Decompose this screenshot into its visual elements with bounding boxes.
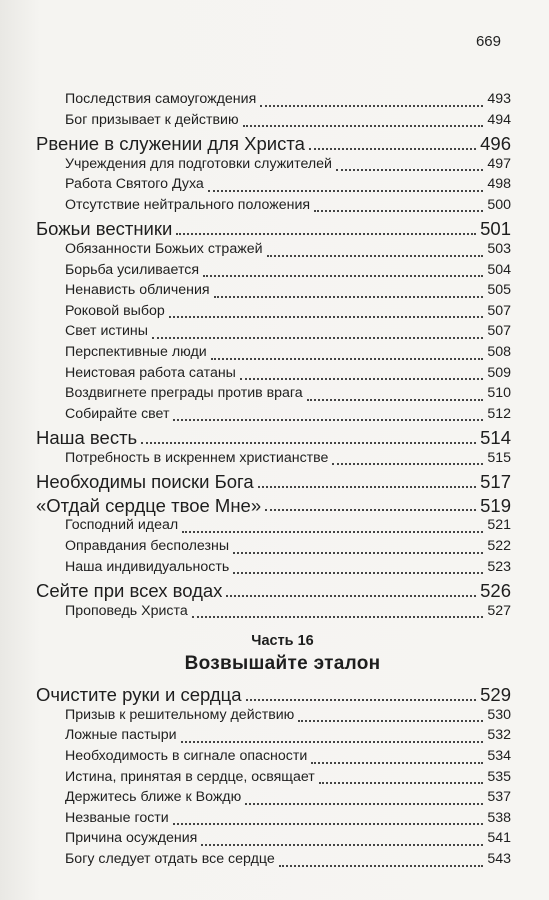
leader-dots xyxy=(192,616,484,618)
toc-subentry xyxy=(36,559,511,580)
chapter-page: 496 xyxy=(480,133,511,155)
entry-title: Роковой выбор xyxy=(65,302,165,319)
toc-subentry xyxy=(36,385,511,406)
entry-title: Неистовая работа сатаны xyxy=(65,364,236,381)
toc-chapter xyxy=(36,426,511,450)
entry-title: Отсутствие нейтрального положения xyxy=(65,196,311,213)
toc-subentry xyxy=(36,282,511,303)
leader-dots xyxy=(141,442,476,444)
entry-title: Господний идеал xyxy=(65,517,179,534)
entry-page: 494 xyxy=(487,111,511,128)
entry-page: 538 xyxy=(487,809,511,826)
toc-chapter xyxy=(36,579,511,603)
chapter-page: 529 xyxy=(480,684,511,706)
leader-dots xyxy=(332,463,483,465)
chapter-title: Рвение в служении для Христа xyxy=(36,133,305,155)
chapter-title: «Отдай сердце твое Мне» xyxy=(36,494,262,516)
leader-dots xyxy=(201,844,483,846)
toc-group xyxy=(36,450,511,471)
entry-title: Причина осуждения xyxy=(65,830,198,847)
chapter-page: 526 xyxy=(480,580,511,602)
toc-subentry xyxy=(36,603,511,624)
leader-dots xyxy=(258,486,476,488)
toc-subentry xyxy=(36,156,511,177)
leader-dots xyxy=(173,419,483,421)
entry-title: Ложные пастыри xyxy=(65,727,177,744)
toc-subentry xyxy=(36,538,511,559)
chapter-title: Божьи вестники xyxy=(36,218,173,240)
toc-subentry xyxy=(36,112,511,133)
entry-title: Бог призывает к действию xyxy=(65,111,239,128)
toc-subentry xyxy=(36,176,511,197)
entry-page: 530 xyxy=(487,706,511,723)
leader-dots xyxy=(267,255,484,257)
toc-subentry xyxy=(36,406,511,427)
toc-subentry xyxy=(36,365,511,386)
toc-subentry xyxy=(36,450,511,471)
leader-dots xyxy=(279,865,484,867)
toc-chapter xyxy=(36,132,511,156)
leader-dots xyxy=(208,190,484,192)
toc-subentry xyxy=(36,262,511,283)
entry-page: 497 xyxy=(487,155,511,172)
toc-subentry xyxy=(36,91,511,112)
entry-title: Обязанности Божьих стражей xyxy=(65,240,263,257)
entry-title: Свет истины xyxy=(65,323,148,340)
toc-chapter xyxy=(36,470,511,494)
entry-page: 534 xyxy=(487,747,511,764)
toc-subentry xyxy=(36,707,511,728)
entry-title: Необходимость в сигнале опасности xyxy=(65,747,308,764)
entry-title: Собирайте свет xyxy=(65,405,170,422)
leader-dots xyxy=(233,552,483,554)
entry-title: Призыв к решительному действию xyxy=(65,706,295,723)
toc-subentry xyxy=(36,789,511,810)
leader-dots xyxy=(233,572,483,574)
leader-dots xyxy=(152,337,483,339)
leader-dots xyxy=(319,782,484,784)
leader-dots xyxy=(245,803,483,805)
entry-page: 512 xyxy=(487,405,511,422)
leader-dots xyxy=(169,316,484,318)
entry-title: Работа Святого Духа xyxy=(65,176,204,193)
entry-page: 510 xyxy=(487,385,511,402)
entry-page: 493 xyxy=(487,91,511,107)
toc-subentry xyxy=(36,303,511,324)
entry-page: 500 xyxy=(487,196,511,213)
chapter-title: Необходимы поиски Бога xyxy=(36,471,254,493)
chapter-title: Наша весть xyxy=(36,427,138,449)
entry-page: 521 xyxy=(487,517,511,534)
chapter-page: 514 xyxy=(480,427,511,449)
leader-dots xyxy=(211,358,484,360)
entry-page: 527 xyxy=(487,602,511,619)
toc-group xyxy=(36,91,511,132)
entry-page: 535 xyxy=(487,768,511,785)
entry-page: 541 xyxy=(487,830,511,847)
entry-title: Последствия самоугождения xyxy=(65,91,257,107)
leader-dots xyxy=(309,148,476,150)
toc-group xyxy=(36,603,511,624)
entry-title: Борьба усиливается xyxy=(65,261,200,278)
entry-page: 543 xyxy=(487,850,511,867)
toc-group xyxy=(36,707,511,872)
chapter-title: Очистите руки и сердца xyxy=(36,684,242,706)
entry-title: Истина, принятая в сердце, освящает xyxy=(65,768,315,785)
entry-page: 503 xyxy=(487,240,511,257)
leader-dots xyxy=(243,125,484,127)
leader-dots xyxy=(203,275,483,277)
table-of-contents xyxy=(36,91,511,872)
toc-subentry xyxy=(36,727,511,748)
toc-subentry xyxy=(36,197,511,218)
entry-page: 507 xyxy=(487,302,511,319)
part-title: Возвышайте эталон xyxy=(184,653,381,675)
toc-subentry xyxy=(36,517,511,538)
entry-title: Незваные гости xyxy=(65,809,169,826)
entry-page: 498 xyxy=(487,176,511,193)
entry-title: Ненависть обличения xyxy=(65,282,210,299)
leader-dots xyxy=(181,741,484,743)
leader-dots xyxy=(240,378,483,380)
entry-title: Перспективные люди xyxy=(65,343,207,360)
leader-dots xyxy=(314,210,483,212)
toc-group xyxy=(36,241,511,426)
leader-dots xyxy=(265,509,476,511)
chapter-page: 519 xyxy=(480,494,511,516)
entry-title: Держитесь ближе к Вождю xyxy=(65,789,242,806)
entry-page: 509 xyxy=(487,364,511,381)
entry-page: 523 xyxy=(487,558,511,575)
entry-title: Потребность в искреннем христианстве xyxy=(65,449,329,466)
toc-subentry xyxy=(36,769,511,790)
toc-group xyxy=(36,156,511,218)
leader-dots xyxy=(298,720,483,722)
entry-page: 515 xyxy=(487,449,511,466)
leader-dots xyxy=(311,762,483,764)
leader-dots xyxy=(246,699,477,701)
entry-title: Воздвигнете преграды против врага xyxy=(65,385,303,402)
chapter-page: 501 xyxy=(480,218,511,240)
page-number: 669 xyxy=(475,33,501,50)
toc-subentry xyxy=(36,830,511,851)
leader-dots xyxy=(307,399,484,401)
entry-title: Богу следует отдать все сердце xyxy=(65,850,275,867)
entry-title: Оправдания бесполезны xyxy=(65,538,230,554)
leader-dots xyxy=(214,296,484,298)
toc-chapter xyxy=(36,494,511,518)
chapter-title: Сейте при всех водах xyxy=(36,580,223,602)
toc-chapter xyxy=(36,217,511,241)
toc-subentry xyxy=(36,241,511,262)
entry-page: 532 xyxy=(487,727,511,744)
leader-dots xyxy=(336,169,483,171)
entry-page: 537 xyxy=(487,789,511,806)
entry-page: 504 xyxy=(487,261,511,278)
entry-page: 505 xyxy=(487,282,511,299)
toc-subentry xyxy=(36,810,511,831)
entry-title: Наша индивидуальность xyxy=(65,558,230,575)
toc-group xyxy=(36,517,511,579)
leader-dots xyxy=(176,233,476,235)
leader-dots xyxy=(182,531,483,533)
leader-dots xyxy=(260,105,483,107)
toc-chapter xyxy=(36,683,511,707)
entry-page: 507 xyxy=(487,323,511,340)
entry-title: Учреждения для подготовки служителей xyxy=(65,155,332,172)
leader-dots xyxy=(226,595,476,597)
entry-title: Проповедь Христа xyxy=(65,602,188,619)
toc-subentry xyxy=(36,344,511,365)
toc-subentry xyxy=(36,323,511,344)
toc-subentry xyxy=(36,851,511,872)
chapter-page: 517 xyxy=(480,471,511,493)
leader-dots xyxy=(173,823,484,825)
entry-page: 522 xyxy=(487,538,511,554)
entry-page: 508 xyxy=(487,343,511,360)
part-label: Часть 16 xyxy=(251,633,314,650)
toc-subentry xyxy=(36,748,511,769)
